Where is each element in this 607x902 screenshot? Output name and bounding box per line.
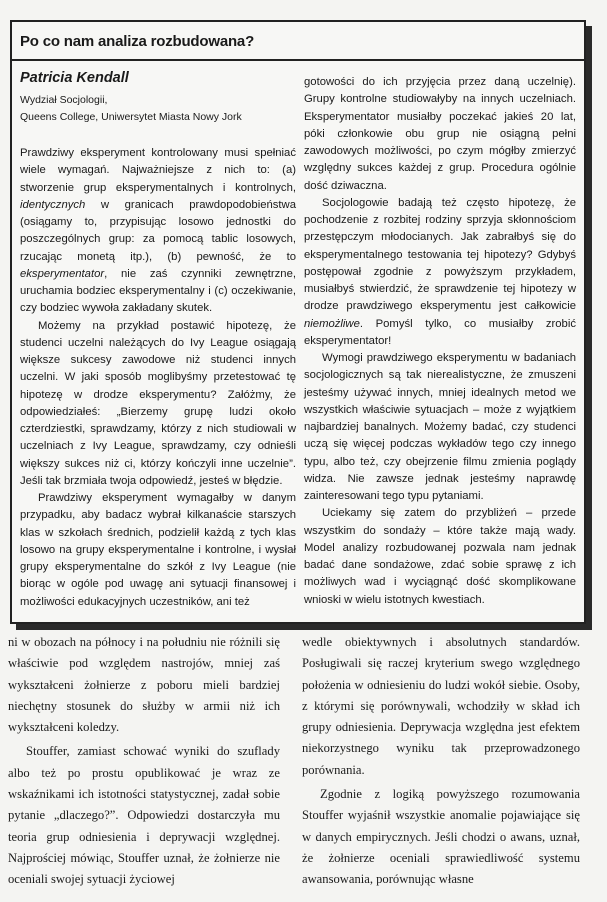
box-paragraph: Socjologowie badają też często hipotezę, że pochodzenie z rozbitej rodziny sprzyja skłonnościom przestępczym młodocianych. Jak zabrałbyś się do eksperymentalnego testowania tej hipotezy? Gdybyś postępował zgodnie z powyższym przykładem, musiałbyś stwierdzić, że sprawdzenie tej hipotezy w drodze prawdziwego eksperymentu jest całkowicie niemożliwe. Pomyśl tylko, co musiałby zrobić eksperymentator!	[304, 196, 576, 347]
body-paragraph: Stouffer, zamiast schować wyniki do szuflady albo też po prostu opublikować je wraz ze wskaźnikami ich istotności statystycznej, zadał sobie pytanie „dlaczego?”. Odpowiedzi dostarczyła mu teoria grup odniesienia i deprywacji względnej. Najprościej mówiąc, Stouffer uznał, że żołnierze nie oceniali swojej sytuacji życiowej	[8, 744, 280, 887]
box-paragraph: gotowości do ich przyjęcia przez daną uczelnię). Grupy kontrolne studiowałyby na innych uczelniach. Eksperymentator musiałby poczekać jakieś 20 lat, póki członkowie obu grup nie osiągną pełni zawodowych możliwości, po czym mógłby zmierzyć względny sukces każdej z grup. Procedura ogólnie dość dziwaczna.	[304, 76, 576, 192]
box-paragraph: Prawdziwy eksperyment kontrolowany musi spełniać wiele wymagań. Najważniejsze z nich to: (a) stworzenie grup eksperymentalnych i kontrolnych, identycznych w granicach prawdopodobieństwa (osiągamy to, przypisując losowo jednostki do poszczególnych grup: za pomocą tablic losowych, rzucając monetą itp.), (b) pewność, że to eksperymentator, nie zaś czynniki zewnętrzne, uruchamia bodziec eksperymentalny i (c) oczekiwanie, czy bodziec wywoła zakładany skutek.	[20, 147, 296, 315]
body-right-column	[302, 632, 580, 891]
sidebar-box	[10, 20, 586, 624]
affiliation-line: Queens College, Uniwersytet Miasta Nowy Jork	[20, 111, 242, 123]
box-right-column	[304, 74, 576, 609]
body-left-column	[8, 632, 280, 891]
title-rule	[12, 59, 584, 61]
box-title: Po co nam analiza rozbudowana?	[20, 33, 255, 50]
box-left-column	[20, 70, 296, 611]
box-paragraph: Prawdziwy eksperyment wymagałby w danym przypadku, aby badacz wybrał kilkanaście starszych klas w szkołach średnich, podzielił każdą z tych klas losowo na grupy eksperymentalne i kontrolne, i wysłał grupy eksperymentalne do szkół z Ivy League (nie biorąc w ogóle pod uwagę ani sytuacji finansowej i możliwości edukacyjnych uczestników, ani też	[20, 492, 296, 608]
box-paragraph: Wymogi prawdziwego eksperymentu w badaniach socjologicznych są tak nierealistyczne, że zmuszeni jesteśmy używać innych, mniej idealnych metod we wszystkich właściwie sytuacjach – może z wyjątkiem najbardziej banalnych. Możemy badać, czy studenci uczą się więcej podczas wykładów tego czy innego typu, albo też, czy obejrzenie filmu zmienia poglądy widza. Nie zawsze jednak jesteśmy naprawdę zainteresowani tego typu pytaniami.	[304, 352, 576, 502]
author-name: Patricia Kendall	[20, 70, 129, 86]
body-paragraph: wedle obiektywnych i absolutnych standardów. Posługiwali się raczej kryterium swego względnego położenia w odniesieniu do ludzi wokół siebie. Osoby, z którymi się porównywali, wchodziły w skład ich grupy odniesienia. Deprywacja względna jest efektem niekorzystnego wyniku tak przeprowadzonego porównania.	[302, 635, 580, 777]
box-paragraph: Możemy na przykład postawić hipotezę, że studenci uczelni należących do Ivy League osiągają większe sukcesy zawodowe niż studenci innych uczelni. W jaki sposób moglibyśmy przetestować tę hipotezę w drodze eksperymentu? Załóżmy, że odpowiedziałeś: „Bierzemy grupę ludzi około czterdziestki, sprawdzamy, którzy z nich studiowali w uczelniach z Ivy League, sprawdzamy, czy odnieśli większy sukces niż ci, którzy kończyli inne uczelnie”. Jeśli tak brzmiała twoja odpowiedź, jesteś w błędzie.	[20, 319, 296, 487]
body-paragraph: Zgodnie z logiką powyższego rozumowania Stouffer wyjaśnił wszystkie anomalie pojawiające się w danych empirycznych. Jeśli chodzi o awans, uznał, że żołnierze oceniali sprawiedliwość systemu awansowania, porównując własne	[302, 787, 580, 887]
body-paragraph: ni w obozach na północy i na południu nie różnili się właściwie pod względem nastrojów, mniej zaś wykształceni żołnierze z poboru mieli bardziej niechętny stosunek do służby w armii niż ich wykształceni koledzy.	[8, 635, 280, 735]
box-paragraph: Uciekamy się zatem do przybliżeń – przede wszystkim do sondaży – które także mają wady. Model analizy rozbudowanej pozwala nam jednak badać dane sondażowe, zdać sobie sprawę z ich możliwych wad i wyciągnąć dość skomplikowane wnioski w wielu istotnych kwestiach.	[304, 507, 576, 606]
affiliation-line: Wydział Socjologii,	[20, 94, 108, 106]
